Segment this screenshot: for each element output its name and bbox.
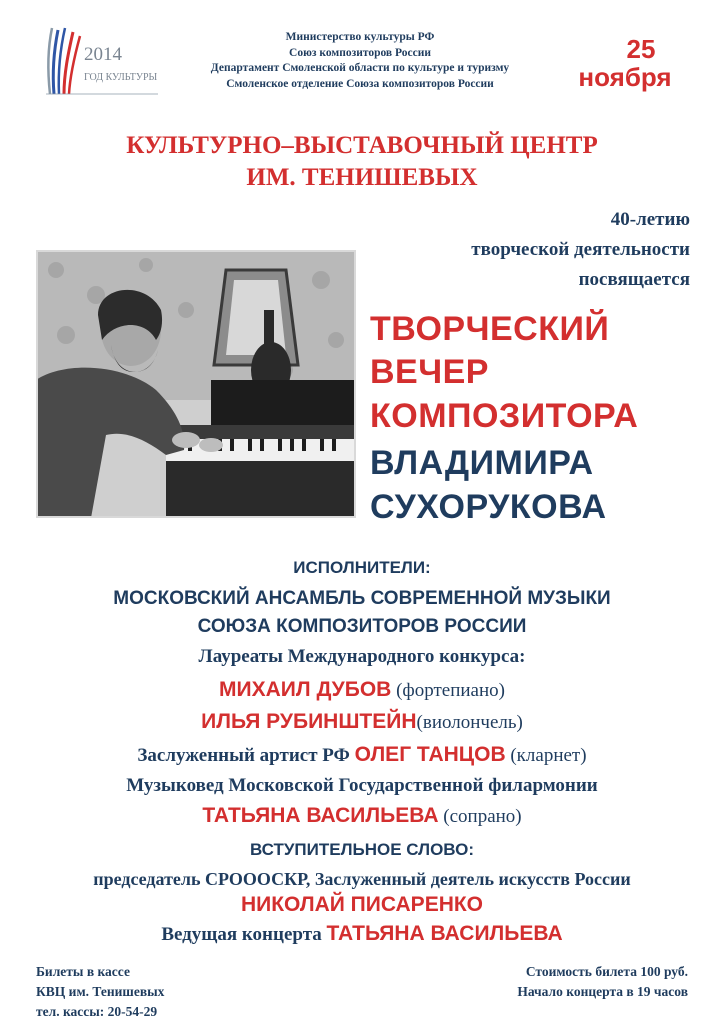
event-title-line-3: КОМПОЗИТОРА (370, 397, 639, 435)
performer-dubov (0, 678, 724, 702)
price-info (517, 962, 688, 1002)
host-name: ТАТЬЯНА ВАСИЛЬЕВА (326, 922, 563, 945)
performer-role: (виолончель) (416, 712, 523, 733)
intro-heading: ВСТУПИТЕЛЬНОЕ СЛОВО: (249, 840, 475, 859)
ticket-info-line: КВЦ им. Тенишевых (36, 984, 165, 999)
date-month: ноября (578, 62, 672, 92)
performer-tantsov (0, 743, 724, 767)
speaker-name-line (0, 893, 724, 917)
performer-name: ОЛЕГ ТАНЦОВ (354, 743, 506, 766)
ticket-info-line: Билеты в кассе (36, 964, 130, 979)
performer-role: (сопрано) (438, 806, 522, 827)
speaker-name: НИКОЛАЙ ПИСАРЕНКО (240, 893, 484, 916)
organizers-block (160, 30, 560, 92)
concert-start-time: Начало концерта в 19 часов (517, 984, 688, 999)
performer-role: (кларнет) (505, 745, 587, 766)
host-line (0, 922, 724, 946)
organizer-line: Союз композиторов России (289, 46, 431, 59)
event-title-line-1: ТВОРЧЕСКИЙ (370, 310, 610, 348)
performer-name: МИХАИЛ ДУБОВ (219, 678, 392, 701)
laureates-line: Лауреаты Международного конкурса: (198, 646, 526, 667)
composer-photo (36, 250, 356, 518)
logo-subtitle: ГОД КУЛЬТУРЫ (84, 72, 158, 83)
ensemble-line-1: МОСКОВСКИЙ АНСАМБЛЬ СОВРЕМЕННОЙ МУЗЫКИ (113, 588, 611, 609)
organizer-line: Министерство культуры РФ (285, 31, 435, 43)
venue-line-1: КУЛЬТУРНО–ВЫСТАВОЧНЫЙ ЦЕНТР (126, 132, 598, 159)
logo-year: 2014 (84, 44, 122, 65)
performers-heading: ИСПОЛНИТЕЛИ: (293, 558, 431, 577)
speaker-title: председатель СРОООСКР, Заслуженный деятель искусств России (93, 869, 631, 889)
dedication-line: посвящается (578, 269, 690, 290)
performer-name: ТАТЬЯНА ВАСИЛЬЕВА (202, 804, 439, 827)
ensemble-line-2: СОЮЗА КОМПОЗИТОРОВ РОССИИ (197, 616, 527, 637)
dedication-block (471, 205, 690, 295)
ticket-phone: тел. кассы: 20-54-29 (36, 1004, 158, 1019)
host-title: Ведущая концерта (161, 924, 327, 945)
performer-name: ИЛЬЯ РУБИНШТЕЙН (201, 710, 417, 733)
performer-rubinstein (0, 710, 724, 734)
organizer-line: Департамент Смоленской области по культуре и туризму (210, 62, 510, 74)
ticket-price: Стоимость билета 100 руб. (525, 964, 688, 979)
performer-title: Заслуженный артист РФ (137, 745, 355, 766)
musicologist-line: Музыковед Московской Государственной филармонии (126, 775, 598, 796)
event-title-line-2: ВЕЧЕР (370, 353, 489, 391)
ticket-info (36, 962, 164, 1022)
performer-vasilyeva (0, 804, 724, 828)
date-day: 25 (626, 34, 656, 64)
composer-name-line-2: СУХОРУКОВА (370, 488, 607, 526)
dedication-line: творческой деятельности (471, 239, 690, 260)
dedication-line: 40-летию (610, 209, 690, 230)
venue-line-2: ИМ. ТЕНИШЕВЫХ (246, 164, 478, 191)
organizer-line: Смоленское отделение Союза композиторов России (226, 77, 494, 90)
performer-role: (фортепиано) (391, 680, 505, 701)
composer-name-line-1: ВЛАДИМИРА (370, 444, 594, 482)
